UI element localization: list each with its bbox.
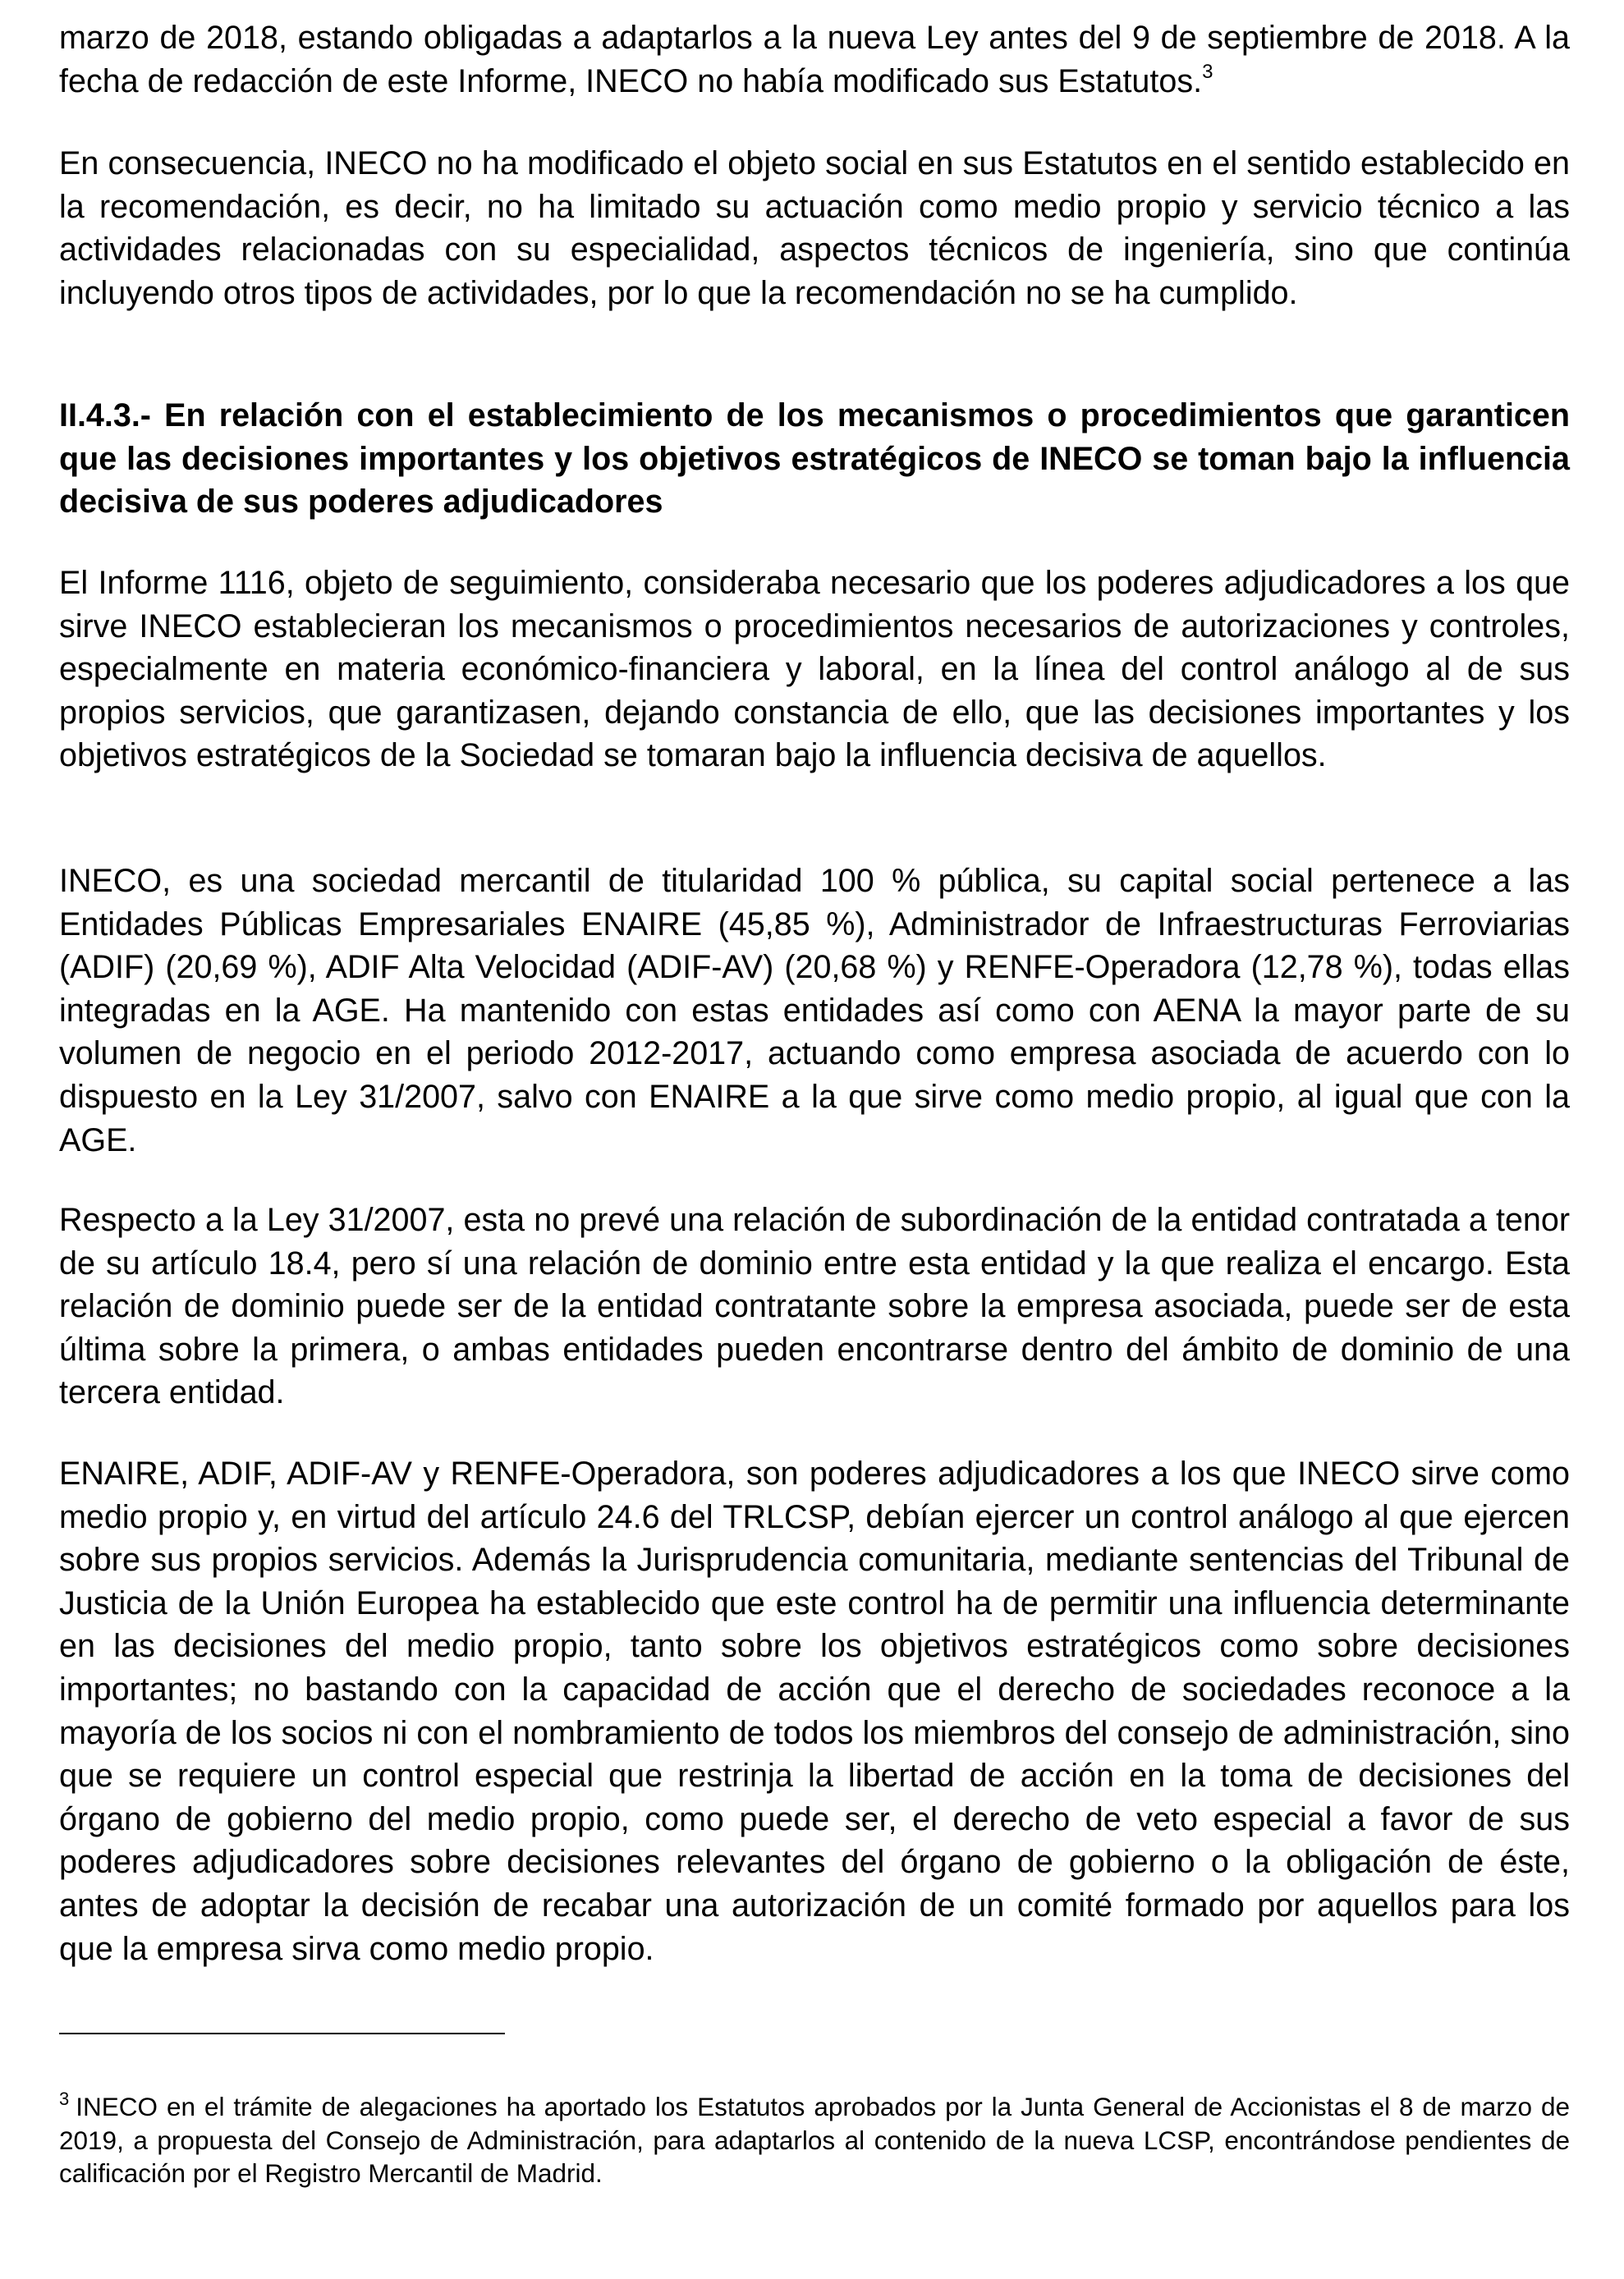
- paragraph-ineco-ownership: INECO, es una sociedad mercantil de titularidad 100 % pública, su capital social pertenece a las Entidades Públicas Empresariales ENAIRE (45,85 %), Administrador de Infraestructuras Ferroviarias (ADIF) (20,69 %), ADIF Alta Velocidad (ADIF-AV) (20,68 %) y RENFE-Operadora (12,78 %), todas ellas integradas en la AGE. Ha mantenido con estas entidades así como con AENA la mayor parte de su volumen de negocio en el periodo 2012-2017, actuando como empresa asociada de acuerdo con lo dispuesto en la Ley 31/2007, salvo con ENAIRE a la que sirve como medio propio, al igual que con la AGE.: [59, 863, 1570, 1158]
- footnote: [59, 2090, 1570, 2190]
- footnote-reference: 3: [1202, 61, 1213, 84]
- paragraph-consequence: En consecuencia, INECO no ha modificado el objeto social en sus Estatutos en el sentido establecido en la recomendación, es decir, no ha limitado su actuación como medio propio y servicio técnico a las actividades relacionadas con su especialidad, aspectos técnicos de ingeniería, sino que continúa incluyendo otros tipos de actividades, por lo que la recomendación no se ha cumplido.: [59, 145, 1570, 311]
- paragraph-statutes-deadline-text: marzo de 2018, estando obligadas a adaptarlos a la nueva Ley antes del 9 de septiembre de 2018. A la fecha de redacción de este Informe, INECO no había modificado sus Estatutos.: [59, 20, 1570, 99]
- paragraph-ley-31-2007: Respecto a la Ley 31/2007, esta no prevé una relación de subordinación de la entidad contratada a tenor de su artículo 18.4, pero sí una relación de dominio entre esta entidad y la que realiza el encargo. Esta relación de dominio puede ser de la entidad contratante sobre la empresa asociada, puede ser de esta última sobre la primera, o ambas entidades pueden encontrarse dentro del ámbito de dominio de una tercera entidad.: [59, 1202, 1570, 1411]
- section-heading: II.4.3.- En relación con el establecimiento de los mecanismos o procedimientos que garanticen que las decisiones importantes y los objetivos estratégicos de INECO se toman bajo la influencia decisiva de sus poderes adjudicadores: [59, 397, 1570, 520]
- footnote-marker: 3: [59, 2088, 70, 2109]
- paragraph-statutes-deadline: [59, 16, 1570, 103]
- paragraph-informe-1116: El Informe 1116, objeto de seguimiento, consideraba necesario que los poderes adjudicadores a los que sirve INECO establecieran los mecanismos o procedimientos necesarios de autorizaciones y controles, especialmente en materia económico-financiera y laboral, en la línea del control análogo al de sus propios servicios, que garantizasen, dejando constancia de ello, que las decisiones importantes y los objetivos estratégicos de la Sociedad se tomaran bajo la influencia decisiva de aquellos.: [59, 565, 1570, 774]
- paragraph-control-analogo: ENAIRE, ADIF, ADIF-AV y RENFE-Operadora, son poderes adjudicadores a los que INECO sirve como medio propio y, en virtud del artículo 24.6 del TRLCSP, debían ejercer un control análogo al que ejercen sobre sus propios servicios. Además la Jurisprudencia comunitaria, mediante sentencias del Tribunal de Justicia de la Unión Europea ha establecido que este control ha de permitir una influencia determinante en las decisiones del medio propio, tanto sobre los objetivos estratégicos como sobre decisiones importantes; no bastando con la capacidad de acción que el derecho de sociedades reconoce a la mayoría de los socios ni con el nombramiento de todos los miembros del consejo de administración, sino que se requiere un control especial que restrinja la libertad de acción en la toma de decisiones del órgano de gobierno del medio propio, como puede ser, el derecho de veto especial a favor de sus poderes adjudicadores sobre decisiones relevantes del órgano de gobierno o la obligación de éste, antes de adoptar la decisión de recabar una autorización de un comité formado por aquellos para los que la empresa sirva como medio propio.: [59, 1456, 1570, 1967]
- footnote-text: INECO en el trámite de alegaciones ha aportado los Estatutos aprobados por la Junta General de Accionistas el 8 de marzo de 2019, a propuesta del Consejo de Administración, para adaptarlos al contenido de la nueva LCSP, encontrándose pendientes de calificación por el Registro Mercantil de Madrid.: [59, 2092, 1570, 2188]
- footnote-separator: [59, 2033, 505, 2034]
